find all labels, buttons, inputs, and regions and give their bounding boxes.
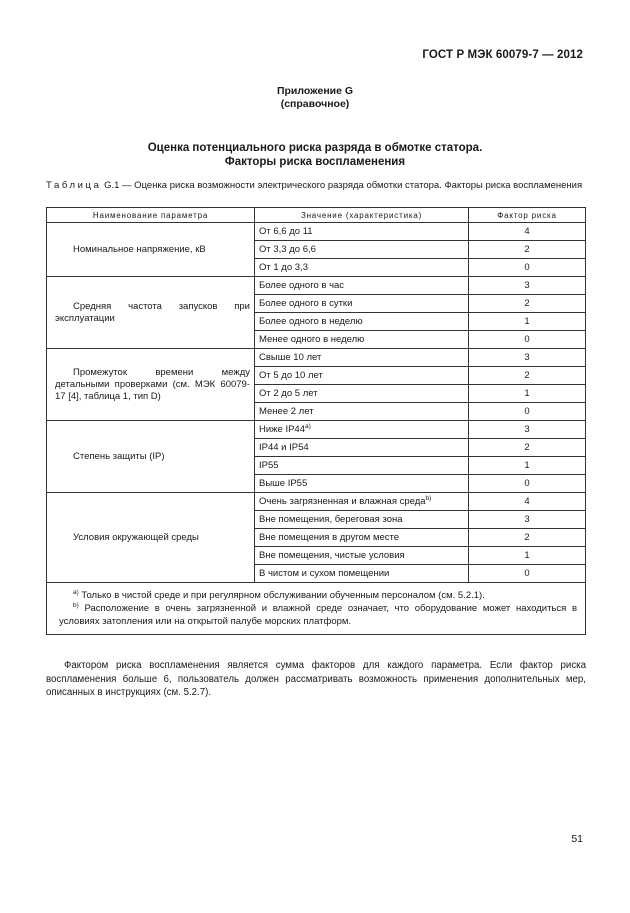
- table-caption-text: G.1 — Оценка риска возможности электрического разряда обмотки статора. Факторы риска воспламенения: [101, 180, 583, 191]
- footnote-b: [59, 602, 577, 628]
- annex-subtitle: (справочное): [280, 98, 350, 110]
- factor-cell: 1: [469, 313, 586, 331]
- page-number: 51: [571, 833, 583, 845]
- header-value: Значение (характеристика): [255, 208, 469, 223]
- factor-cell: 1: [469, 547, 586, 565]
- value-cell: Более одного в неделю: [255, 313, 469, 331]
- value-cell: От 2 до 5 лет: [255, 385, 469, 403]
- value-cell: Менее одного в неделю: [255, 331, 469, 349]
- table-row: [47, 349, 586, 367]
- table-header-row: [47, 208, 586, 223]
- value-cell: IP44 и IP54: [255, 439, 469, 457]
- value-cell: От 5 до 10 лет: [255, 367, 469, 385]
- annex-title: Приложение G: [276, 85, 354, 97]
- footnote-ref-a: a): [305, 423, 311, 430]
- table-notes-row: [47, 583, 586, 635]
- section-title-line-2: Факторы риска воспламенения: [224, 156, 406, 168]
- value-cell: IP55: [255, 457, 469, 475]
- value-cell: Менее 2 лет: [255, 403, 469, 421]
- table-row: [47, 223, 586, 241]
- factor-cell: 0: [469, 565, 586, 583]
- param-cell: [47, 277, 255, 349]
- param-label: Промежуток времени между детальными проверками (см. МЭК 60079-17 [4], таблица 1, тип D): [55, 366, 250, 402]
- value-cell: Вне помещения в другом месте: [255, 529, 469, 547]
- param-cell: [47, 421, 255, 493]
- factor-cell: 2: [469, 529, 586, 547]
- value-cell: Выше IP55: [255, 475, 469, 493]
- document-code: ГОСТ Р МЭК 60079-7 — 2012: [422, 49, 583, 61]
- value-cell: Свыше 10 лет: [255, 349, 469, 367]
- factor-cell: 2: [469, 367, 586, 385]
- header-parameter: Наименование параметра: [47, 208, 255, 223]
- param-label: Условия окружающей среды: [73, 531, 199, 543]
- footnote-a: [59, 589, 577, 602]
- table-caption-prefix: Таблица: [46, 180, 102, 191]
- factor-cell: 4: [469, 493, 586, 511]
- param-cell: [47, 223, 255, 277]
- table-notes: [47, 583, 586, 635]
- param-label: Средняя частота запусков при эксплуатации: [55, 300, 250, 324]
- factor-cell: 2: [469, 439, 586, 457]
- footnote-a-mark: a): [73, 589, 79, 596]
- header-risk-factor: Фактор риска: [469, 208, 586, 223]
- param-label: Номинальное напряжение, кВ: [73, 243, 206, 255]
- value-text: Ниже IP44: [259, 424, 305, 435]
- factor-cell: 3: [469, 277, 586, 295]
- factor-cell: 0: [469, 259, 586, 277]
- table-caption: [46, 180, 586, 192]
- factor-cell: 3: [469, 349, 586, 367]
- table-row: [47, 421, 586, 439]
- value-cell: [255, 493, 469, 511]
- footnote-b-text: Расположение в очень загрязненной и влажной среде означает, что оборудование может находиться в условиях затопления или на открытой палубе морских платформ.: [59, 603, 577, 627]
- value-text: Очень загрязненная и влажная среда: [259, 496, 426, 507]
- param-cell: [47, 493, 255, 583]
- param-label: Степень защиты (IP): [73, 450, 165, 462]
- factor-cell: 3: [469, 511, 586, 529]
- factor-cell: 1: [469, 385, 586, 403]
- table-row: [47, 277, 586, 295]
- table-row: [47, 493, 586, 511]
- value-cell: [255, 421, 469, 439]
- section-title-line-1: Оценка потенциального риска разряда в обмотке статора.: [147, 142, 483, 154]
- body-paragraph-text: Фактором риска воспламенения является сумма факторов для каждого параметра. Если фактор риска воспламенения больше 6, пользователь должен рассматривать возможность применения дополнительных мер, описанных в инструкциях (см. 5.2.7).: [46, 660, 586, 698]
- value-cell: Вне помещения, береговая зона: [255, 511, 469, 529]
- value-cell: От 1 до 3,3: [255, 259, 469, 277]
- factor-cell: 1: [469, 457, 586, 475]
- factor-cell: 0: [469, 331, 586, 349]
- footnote-ref-b: b): [425, 495, 432, 502]
- footnote-a-text: Только в чистой среде и при регулярном обслуживании обученным персоналом (см. 5.2.1).: [78, 590, 485, 601]
- factor-cell: 0: [469, 403, 586, 421]
- value-cell: Более одного в час: [255, 277, 469, 295]
- value-cell: В чистом и сухом помещении: [255, 565, 469, 583]
- factor-cell: 0: [469, 475, 586, 493]
- factor-cell: 2: [469, 241, 586, 259]
- factor-cell: 3: [469, 421, 586, 439]
- factor-cell: 2: [469, 295, 586, 313]
- value-cell: Более одного в сутки: [255, 295, 469, 313]
- footnote-b-mark: b): [73, 602, 79, 609]
- risk-factor-table: [46, 207, 586, 635]
- value-cell: Вне помещения, чистые условия: [255, 547, 469, 565]
- param-cell: [47, 349, 255, 421]
- body-paragraph: [46, 659, 586, 700]
- value-cell: От 3,3 до 6,6: [255, 241, 469, 259]
- factor-cell: 4: [469, 223, 586, 241]
- value-cell: От 6,6 до 11: [255, 223, 469, 241]
